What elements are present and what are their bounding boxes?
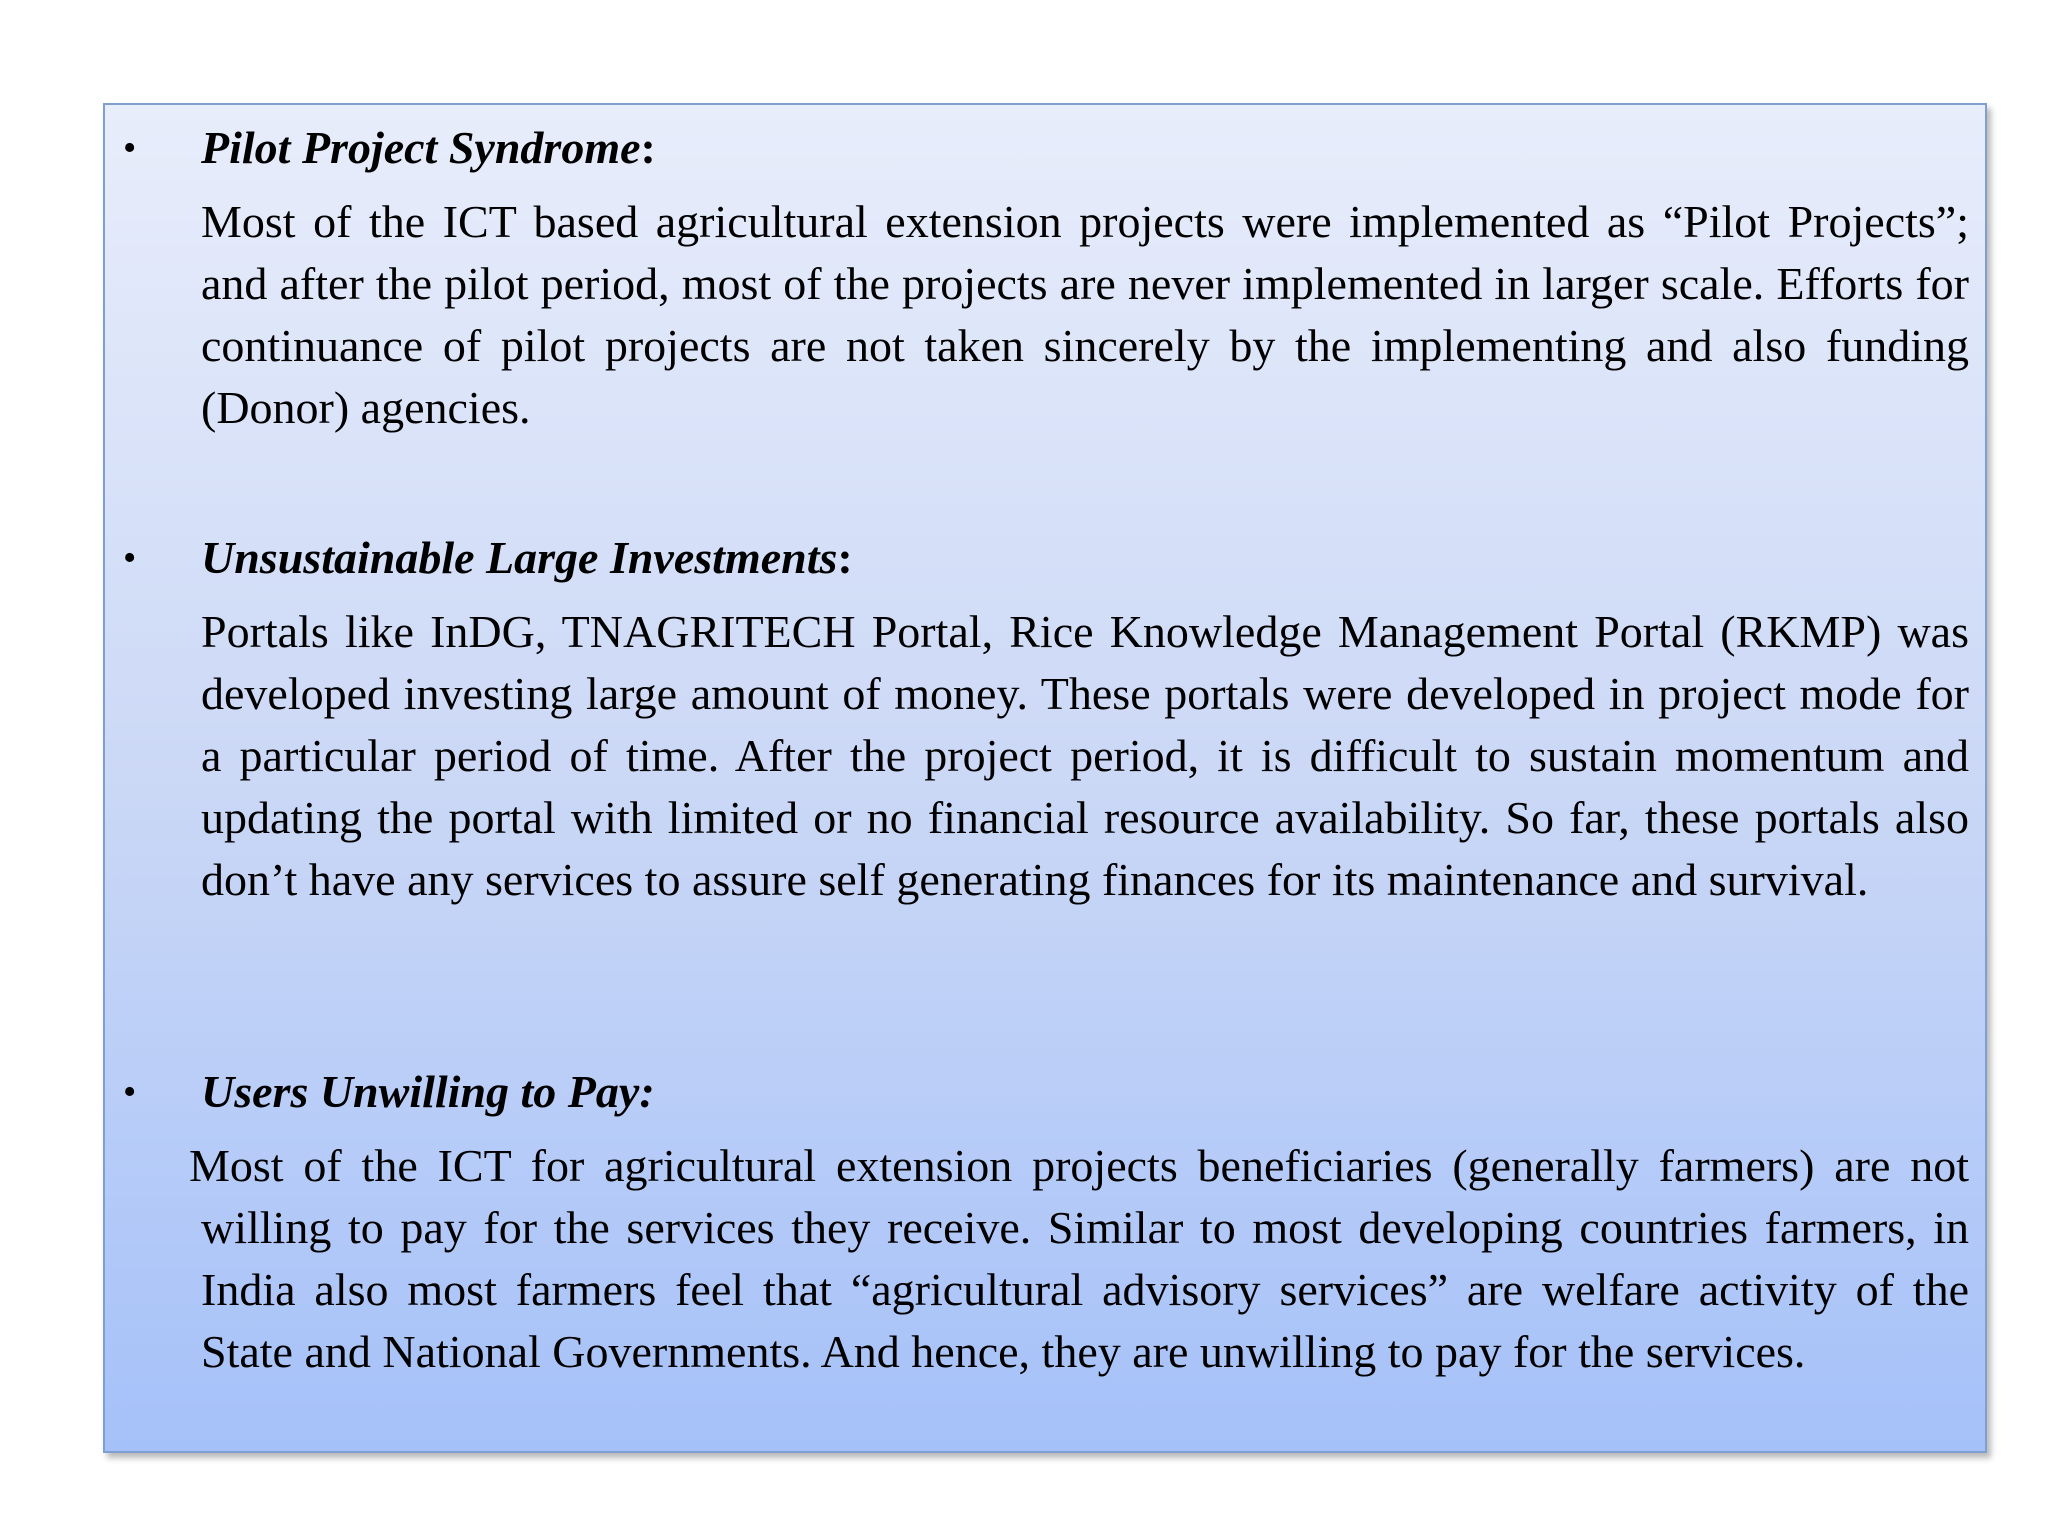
section-body: Portals like InDG, TNAGRITECH Portal, Rice Knowledge Management Portal (RKMP) was developed investing large amount of money. These portals were developed in project mode for a particular period of time. After the project period, it is difficult to sustain momentum and updating the portal with limited or no financial resource availability. So far, these portals also don’t have any services to assure self generating finances for its maintenance and survival.: [201, 606, 1969, 905]
bullet-icon: •: [123, 127, 137, 169]
bullet-icon: •: [123, 1071, 137, 1113]
section-body: Most of the ICT for agricultural extension projects beneficiaries (generally farmers) are not willing to pay for the services they receive. Similar to most developing countries farmers, in India also most farmers feel that “agricultural advisory services” are welfare activity of the State and National Governments. And hence, they are unwilling to pay for the services.: [189, 1140, 1969, 1377]
content-panel: [103, 103, 1987, 1453]
section-users-unwilling-to-pay: [105, 1061, 1985, 1377]
section-heading: Pilot Project Syndrome:: [201, 122, 656, 173]
section-heading: Unsustainable Large Investments:: [201, 532, 853, 583]
section-unsustainable-large-investments: [105, 527, 1985, 905]
section-heading: Users Unwilling to Pay:: [201, 1066, 655, 1117]
section-body: Most of the ICT based agricultural extension projects were implemented as “Pilot Projects”; and after the pilot period, most of the projects are never implemented in larger scale. Efforts for continuance of pilot projects are not taken sincerely by the implementing and also funding (Donor) agencies.: [201, 196, 1969, 433]
bullet-icon: •: [123, 537, 137, 579]
section-pilot-project-syndrome: [105, 117, 1985, 433]
